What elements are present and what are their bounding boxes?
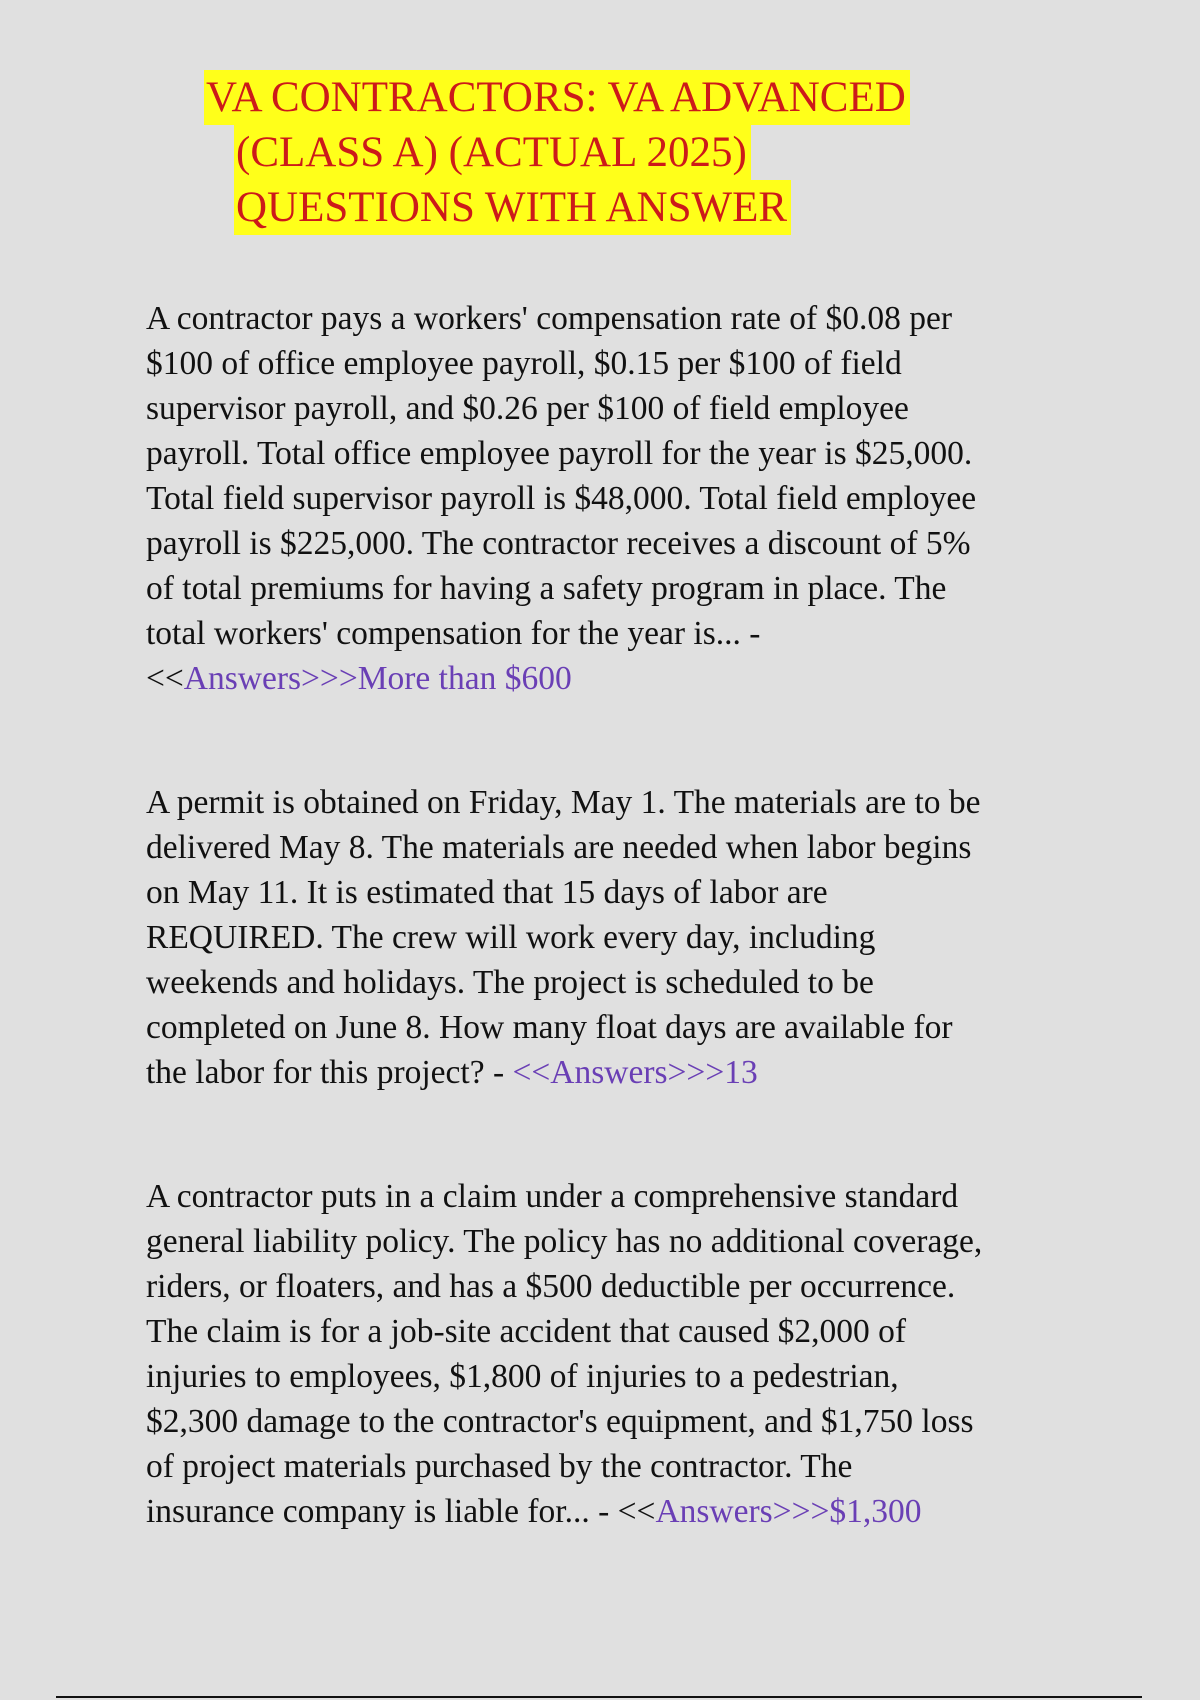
question-line: $100 of office employee payroll, $0.15 per $100 of field [146,345,902,382]
question-line: insurance company is liable for... - [146,1493,610,1530]
question-line: delivered May 8. The materials are needed when labor begins [146,829,972,866]
question-line: completed on June 8. How many float days are available for [146,1009,953,1046]
question-line: general liability policy. The policy has no additional coverage, [146,1223,983,1260]
answer-text: Answers>>>$1,300 [655,1493,922,1530]
answer [618,1493,922,1530]
question-line: of total premiums for having a safety program in place. The [146,570,947,607]
question-line: the labor for this project? - [146,1054,505,1091]
question-line: A permit is obtained on Friday, May 1. The materials are to be [146,784,981,821]
answer-prefix: << [617,1493,656,1530]
question-line: supervisor payroll, and $0.26 per $100 of field employee [146,390,909,427]
question-line: injuries to employees, $1,800 of injuries to a pedestrian, [146,1358,899,1395]
question-line: payroll is $225,000. The contractor receives a discount of 5% [146,525,971,562]
question-line: of project materials purchased by the contractor. The [146,1448,853,1485]
answer [146,660,572,697]
document-title [204,70,1064,235]
answer-text: Answers>>>More than $600 [183,660,572,697]
footer-divider [56,1696,1142,1698]
question-line: Total field supervisor payroll is $48,000. Total field employee [146,480,977,517]
title-line: QUESTIONS WITH ANSWER [234,180,791,235]
title-line: (CLASS A) (ACTUAL 2025) [234,125,751,180]
title-line: VA CONTRACTORS: VA ADVANCED [204,70,910,125]
answer-text: <<Answers>>>13 [512,1054,758,1091]
question-line: The claim is for a job-site accident that caused $2,000 of [146,1313,906,1350]
question-block-1 [146,296,1066,701]
question-line: payroll. Total office employee payroll for the year is $25,000. [146,435,973,472]
question-line: REQUIRED. The crew will work every day, including [146,919,876,956]
question-line: A contractor pays a workers' compensation rate of $0.08 per [146,300,953,337]
question-line: total workers' compensation for the year is... - [146,615,761,652]
question-line: weekends and holidays. The project is scheduled to be [146,964,874,1001]
question-block-3 [146,1174,1066,1534]
question-line: $2,300 damage to the contractor's equipment, and $1,750 loss [146,1403,974,1440]
question-line: riders, or floaters, and has a $500 deductible per occurrence. [146,1268,956,1305]
question-line: on May 11. It is estimated that 15 days of labor are [146,874,828,911]
question-line: A contractor puts in a claim under a comprehensive standard [146,1178,959,1215]
answer-prefix: << [146,660,184,697]
question-block-2 [146,780,1066,1095]
